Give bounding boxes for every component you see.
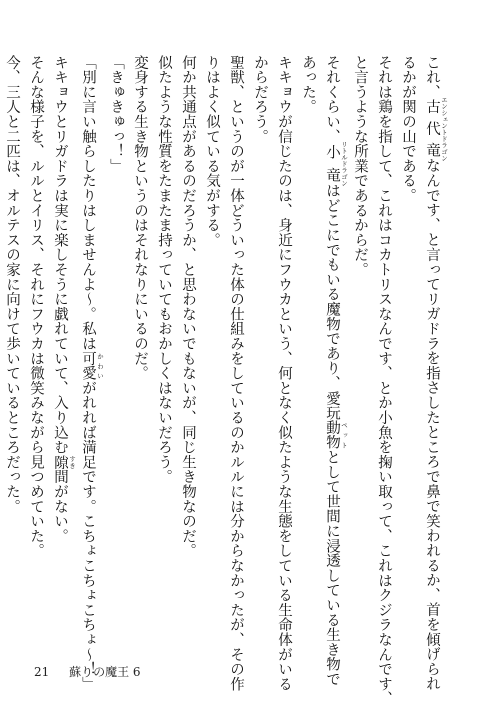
text-line <box>0 55 24 655</box>
text-line <box>200 55 224 655</box>
text-line <box>128 55 152 655</box>
text-line <box>224 55 248 692</box>
text-segment: がれれば満足です。こちょこちょこちょ〜！」 <box>80 380 96 692</box>
text-segment: と言うような所業であるからだ。 <box>352 55 368 277</box>
text-line <box>76 55 104 692</box>
ruby-annotated-word <box>324 140 348 187</box>
text-line <box>24 55 48 655</box>
ruby-reading: かわい <box>96 351 104 381</box>
text-segment: キキョウが信じたのは、身近にフウカという、何となく似たような生態をしている生命体がいる <box>276 55 292 692</box>
ruby-base: 小竜 <box>324 140 340 187</box>
text-segment: それは鶏を指して、これはコカトリスなんです、とか小魚を掬い取って、これはクジラなんです、 <box>376 55 392 707</box>
ruby-annotated-word <box>324 420 348 450</box>
page-number: 21 <box>34 665 50 679</box>
text-segment: キキョウとリガドラは実に楽しそうに戯れていて、入り込む <box>52 55 68 455</box>
book-title: 蘇りの魔王 6 <box>69 665 141 679</box>
ruby-base: 愛玩 <box>324 390 340 421</box>
ruby-annotated-word <box>52 454 76 470</box>
text-segment: 何か共通点があるのだろうか、と思わないでもないが、同じ生き物なのだ。 <box>180 55 196 559</box>
ruby-base: 可愛 <box>80 351 96 381</box>
text-segment: として世間に浸透している生き物で <box>324 449 340 687</box>
text-segment: そんな様子を、ルルとイリス、それにフウカは微笑みながら見つめていた。 <box>28 55 44 559</box>
text-segment: からだろう。 <box>252 55 268 144</box>
text-line <box>396 55 420 655</box>
text-segment: あった。 <box>300 55 316 115</box>
text-segment: 今、三人と二匹は、オルテスの家に向けて歩いているところだった。 <box>4 55 20 514</box>
text-line <box>372 55 396 707</box>
text-segment: 似たような性質をたまたま持っていてもおかしくはないだろう。 <box>156 55 172 485</box>
ruby-reading: ペット <box>340 420 348 450</box>
text-segment: りはよく似ている気がする。 <box>204 55 220 248</box>
text-segment: はどこにでもいる魔物であり、 <box>324 183 340 391</box>
text-segment: なんです、と言ってリガドラを指さしたところで鼻で笑われるか、首を傾げられ <box>424 158 440 692</box>
ruby-annotated-word <box>324 391 340 421</box>
ruby-base: 古代竜 <box>424 96 440 162</box>
text-line <box>320 55 348 687</box>
text-line <box>48 55 76 655</box>
text-line <box>420 55 448 692</box>
text-segment: 「きゅきゅっ！」 <box>108 55 124 174</box>
text-line <box>272 55 296 692</box>
text-segment: それくらい、 <box>324 55 340 144</box>
text-line <box>296 55 320 655</box>
ruby-reading: エンシェントドラゴン <box>440 96 448 162</box>
text-segment: 「別に言い触らしたりはしませんよ〜。私は <box>80 55 96 351</box>
text-line <box>248 55 272 655</box>
text-line <box>176 55 200 655</box>
text-segment: 聖獣、というのが一体どういった体の仕組みをしているのかルルには分からなかったが、その作 <box>228 55 244 692</box>
text-segment: 変身する生き物というのはそれなりにいるのだ。 <box>132 55 148 381</box>
ruby-annotated-word <box>80 351 104 381</box>
ruby-annotated-word <box>424 96 448 162</box>
ruby-base: 動物 <box>324 420 340 450</box>
ruby-reading: すき <box>68 454 76 470</box>
text-segment: るかが関の山である。 <box>400 55 416 203</box>
text-line <box>348 55 372 655</box>
ruby-reading: リトルドラゴン <box>340 140 348 187</box>
text-segment: これ、 <box>424 55 440 100</box>
page-footer <box>34 663 141 680</box>
text-line <box>104 55 128 655</box>
text-segment: 間がない。 <box>52 469 68 544</box>
text-line <box>152 55 176 655</box>
ruby-base: 隙 <box>52 454 68 470</box>
